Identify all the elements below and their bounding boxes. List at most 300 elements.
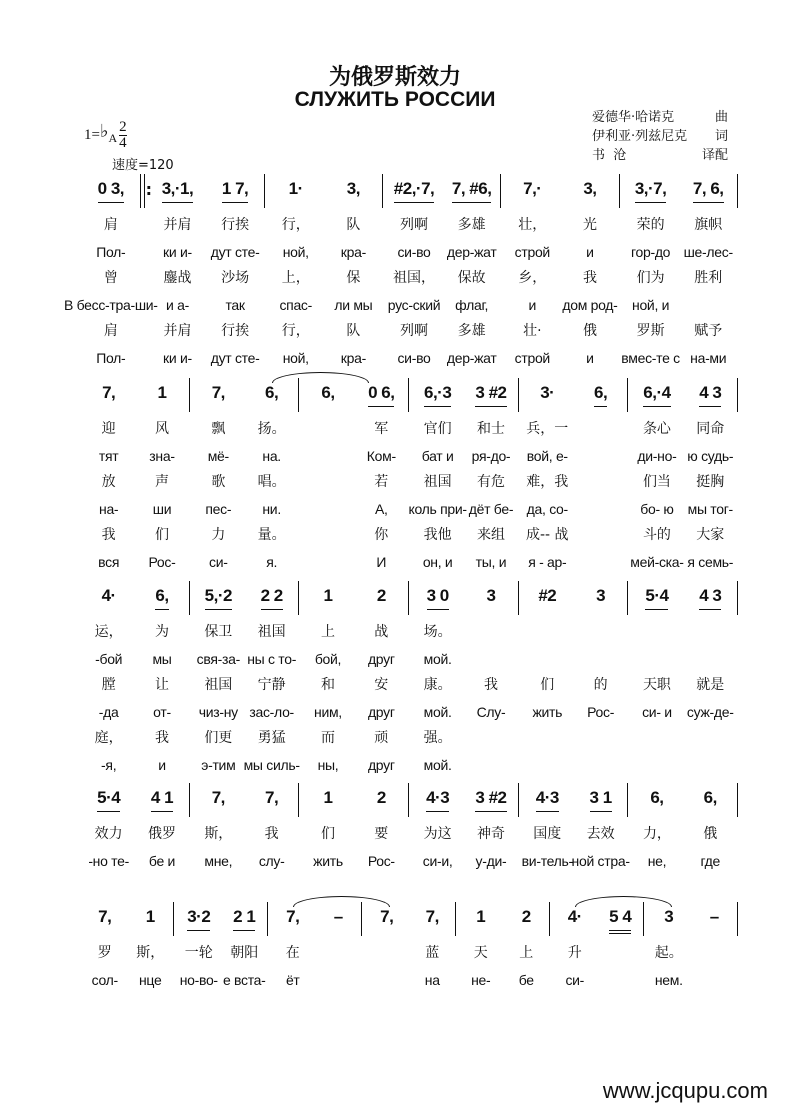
lyric-russian: мой. [423,650,452,667]
lyric-chinese: 上 [519,945,534,961]
note-group: 7, 6, [693,178,724,203]
beat-column [270,906,316,993]
note-cell [424,382,451,416]
note-group: 2 [521,907,531,926]
lyric-chinese: 们为 [636,270,665,286]
lyric-russian: сол- [91,971,118,988]
lyric-russian: си-во [397,243,431,260]
note-cell [426,787,449,821]
note-group: 5 4 [609,906,631,934]
lyric-russian: он, и [422,553,453,570]
beat-column [679,178,737,371]
lyric-russian: ли мы [334,296,373,313]
note-cell [323,585,332,619]
lyric-russian: дут сте- [210,243,260,260]
lyric-russian: дер-жат [446,349,497,366]
note-cell [650,787,663,821]
lyric-chinese: 去效 [586,826,615,842]
note-cell [233,906,255,940]
note-cell [98,178,124,212]
lyric-russian: дут сте- [210,349,260,366]
credit-translator [592,146,728,165]
beat-column [503,178,561,371]
beat-column [411,585,464,778]
lyric-chinese: 歌 [211,474,226,490]
note-cell [368,382,394,416]
lyric-russian: си-во [397,349,431,366]
lyric-russian: ви-тель- [521,852,573,869]
note-group: 4 3 [699,585,721,610]
lyric-russian: мы силь- [243,756,300,773]
note-group: 1 [323,788,333,807]
barline [737,783,740,817]
lyric-chinese: 起。 [654,945,683,961]
beat-column [692,906,738,993]
lyric-chinese: 乡， [518,270,547,286]
note-group: 5·4 [645,585,668,610]
note-cell [568,906,582,940]
lyric-chinese: 俄罗 [147,826,176,842]
lyric-chinese: 同命 [696,421,725,437]
lyric-chinese: 神奇 [476,826,505,842]
note-cell [475,382,506,416]
note-group: 7, [211,383,225,402]
note-group: 3 [664,907,674,926]
lyric-russian: мы тог- [687,500,733,517]
lyric-chinese: 壮· [523,323,542,339]
lyric-chinese: 就是 [696,677,725,693]
note-cell [158,382,167,416]
beat-column [63,178,158,371]
credit-role: 词 [714,129,728,144]
lyric-chinese: 罗斯 [636,323,665,339]
beat-column [574,382,627,575]
lyric-chinese: 斯， [136,945,165,961]
lyric-chinese: 我他 [423,527,452,543]
lyric-chinese: 为 [154,624,169,640]
lyric-russian: и а- [165,296,189,313]
lyric-chinese: 康。 [423,677,452,693]
note-cell [98,906,111,940]
lyric-chinese: 和 [320,677,335,693]
lyric-russian: Слу- [476,703,506,720]
lyric-russian: вой, е- [526,447,568,464]
lyric-russian: ны, [317,756,339,773]
beat-column [521,382,574,575]
lyric-russian: флаг, [455,296,489,313]
note-group: #2,·7, [394,178,434,203]
lyric-russian: мё- [207,447,229,464]
lyric-chinese: 若 [374,474,389,490]
lyric-russian: си- [209,553,228,570]
lyric-chinese: 力， [642,826,671,842]
beat-column [552,906,598,993]
flat-sign: ♭ [99,121,109,141]
lyric-russian: строй [514,243,550,260]
note-group: 4·3 [426,787,449,812]
barline [737,902,740,936]
barline [737,378,740,412]
lyric-chinese: 放 [101,474,116,490]
lyric-russian: и [158,756,166,773]
note-group: 3 #2 [475,382,506,407]
lyric-russian: на. [262,447,281,464]
note-cell [102,382,115,416]
lyric-chinese: 我 [582,270,597,286]
lyric-russian: нем. [654,971,683,988]
note-group: 4· [567,907,582,926]
lyric-chinese: 官们 [423,421,452,437]
lyric-russian: где [700,852,721,869]
note-group: 1 [476,907,486,926]
beat-column [192,585,245,778]
lyric-russian: мы [152,650,172,667]
lyric-russian: ной, и [632,296,670,313]
note-group: 6, [265,383,279,402]
beat-column [301,382,354,575]
lyric-chinese: 场。 [423,624,452,640]
lyric-russian: гор-до [630,243,671,260]
lyric-russian: на- [99,500,119,517]
note-cell [187,906,210,940]
lyric-chinese: 俄 [582,323,597,339]
note-cell [427,585,449,619]
repeat-start-barline [140,174,149,208]
beat-column [571,787,630,874]
lyric-russian: рус-ский [387,296,441,313]
note-group: 3 [596,586,606,605]
lyric-russian: -я, [101,756,117,773]
note-cell [609,906,631,940]
note-cell [265,787,278,821]
time-signature [119,120,127,151]
beat-column [411,787,464,874]
lyric-chinese: 上 [320,624,335,640]
note-cell [205,585,232,619]
note-group: 3, [346,179,360,198]
note-cell [523,178,541,212]
lyric-chinese: 们 [154,527,169,543]
note-group: – [709,907,719,926]
lyric-chinese: 军 [374,421,389,437]
beat-column [82,382,135,575]
lyric-chinese: 祖国， [393,270,436,286]
note-group: 6, [155,585,168,610]
lyric-chinese: 成-- 战 [526,527,569,543]
lyric-chinese: 斯， [204,826,233,842]
lyric-chinese: 效力 [94,826,123,842]
lyric-chinese: 条心 [642,421,671,437]
lyric-chinese: 我 [101,527,116,543]
note-group: 2 [376,586,386,605]
lyric-russian: бо- ю [640,500,674,517]
note-group: 1· [288,179,303,198]
lyric-russian: Пол- [96,349,126,366]
key-note: A [108,131,118,145]
lyric-russian: от- [153,703,171,720]
score-system [82,787,740,874]
beat-column [149,178,207,371]
lyric-russian: да, со- [526,500,568,517]
credit-lyricist [592,127,728,146]
lyric-russian: ши [152,500,172,517]
beat-column [206,178,264,371]
note-cell [704,787,717,821]
lyric-russian: ря-до- [471,447,511,464]
beat-column [128,906,174,993]
note-cell [97,787,120,821]
lyric-russian: бой, [314,650,342,667]
lyric-chinese: 并肩 [163,217,192,233]
note-group: 6, [650,788,664,807]
lyric-russian: я - ар- [528,553,567,570]
note-group: 2 1 [233,906,255,931]
lyric-chinese: 顽 [374,730,389,746]
lyric-chinese: 斗的 [642,527,671,543]
lyric-russian: не- [471,971,491,988]
note-cell [486,585,495,619]
lyric-chinese: 队 [346,323,361,339]
lyric-chinese: 祖国 [204,677,233,693]
lyric-chinese: 来组 [476,527,505,543]
lyric-russian: у-ди- [475,852,507,869]
note-group: 3 1 [590,787,612,812]
note-cell [286,906,299,940]
lyric-russian: пес- [205,500,232,517]
lyric-russian: ты, и [475,553,507,570]
score-system [82,382,740,575]
lyric-russian: бе [518,971,534,988]
note-group: 1 [145,907,155,926]
lyric-russian: коль при- [408,500,467,517]
note-group: 1 [323,586,333,605]
note-group: 7, [102,383,116,402]
lyric-russian: дом род- [562,296,618,313]
lyric-russian: В бесс-тра-ши- [63,296,158,313]
lyric-russian: не, [647,852,667,869]
lyric-chinese: 难，我 [526,474,569,490]
note-cell [522,906,531,940]
lyric-chinese: 力 [211,527,226,543]
lyric-russian: си- и [642,703,672,720]
beat-column [684,382,737,575]
beat-column [245,585,298,778]
lyric-russian: Рос- [367,852,395,869]
score-system [82,906,740,993]
lyric-chinese: 壮， [518,217,547,233]
lyric-chinese: 我 [264,826,279,842]
beat-column [192,382,245,575]
lyric-chinese: 队 [346,217,361,233]
beat-column [82,787,135,874]
beat-column [646,906,692,993]
lyric-russian: строй [514,349,550,366]
lyric-chinese: 行， [281,323,310,339]
note-cell [321,382,334,416]
lyric-chinese: 安 [374,677,389,693]
beat-column [408,382,467,575]
lyric-chinese: 旗帜 [694,217,723,233]
note-cell [377,585,386,619]
lyric-russian: ним, [314,703,342,720]
barline [737,581,740,615]
beat-column [355,382,408,575]
lyric-russian: бат и [421,447,454,464]
beat-column [82,585,135,778]
lyric-russian: Ком- [366,447,396,464]
note-cell [377,787,386,821]
beat-column [82,906,128,993]
lyric-chinese: 肩 [103,217,118,233]
note-cell [265,382,278,416]
lyric-russian: тят [98,447,119,464]
beat-column [222,906,268,993]
note-group: 7, [286,907,300,926]
note-group: 3·2 [187,906,210,931]
lyric-chinese: 兵，一 [526,421,569,437]
lyric-russian: ёт [285,971,300,988]
lyric-russian: на-ми [690,349,727,366]
score-system [63,178,740,371]
lyric-russian: зна- [149,447,175,464]
beat-column [504,906,550,993]
note-cell [475,787,506,821]
lyric-chinese: 风 [154,421,169,437]
lyric-russian: ки и- [163,349,192,366]
lyric-chinese: 罗 [97,945,112,961]
lyric-chinese: 一轮 [184,945,213,961]
lyric-russian: ни. [262,500,281,517]
site-watermark: www.jcqupu.com [602,1078,768,1103]
tie-arc [272,372,369,383]
credit-composer [592,108,728,127]
lyric-russian: дёт бе- [468,500,514,517]
credits [592,108,728,165]
lyric-russian: и [528,296,537,313]
lyric-chinese: 让 [154,677,169,693]
lyric-chinese: 们当 [642,474,671,490]
key-signature [84,120,127,151]
note-cell [222,178,248,212]
credit-name: 爱德华·哈诺克 [592,110,675,125]
note-cell [452,178,492,212]
lyric-chinese: 列啊 [400,323,429,339]
note-cell [151,787,173,821]
lyric-chinese: 保故 [457,270,486,286]
lyric-russian: мей-ска- [630,553,684,570]
note-group: 5,·2 [205,585,232,610]
note-cell [155,585,168,619]
lyric-chinese: 在 [285,945,300,961]
note-cell [538,585,556,619]
beat-column [135,382,188,575]
note-cell [583,178,596,212]
lyric-chinese: 朝阳 [230,945,259,961]
lyric-chinese: 国度 [533,826,562,842]
beat-column [630,382,683,575]
barline [737,174,740,208]
lyric-chinese: 行挨 [221,323,250,339]
beat-column [316,906,362,993]
title-russian: СЛУЖИТЬ РОССИИ [294,88,496,111]
note-group: 6, [703,788,717,807]
note-cell [347,178,360,212]
note-group: 3,·1, [162,178,194,203]
beat-column [458,906,504,993]
credit-name: 伊利亚·列兹尼克 [592,129,688,144]
note-group: 7, [425,907,439,926]
beat-column [301,585,354,778]
lyric-russian: бе и [148,852,176,869]
lyric-russian: жить [532,703,563,720]
beat-column [385,178,443,371]
lyric-chinese: 声 [154,474,169,490]
lyric-chinese: 列啊 [400,217,429,233]
note-group: 1 [157,383,167,402]
lyric-russian: Рос- [148,553,176,570]
beat-column [192,787,245,874]
note-group: 3 #2 [475,787,506,812]
lyric-chinese: 而 [320,730,335,746]
beat-column [355,787,408,874]
note-cell [536,787,559,821]
beat-column [684,585,737,778]
lyric-russian: и [586,243,594,260]
lyric-russian: кра- [340,349,366,366]
beat-column [325,178,383,371]
note-group: 4 1 [151,787,173,812]
lyric-chinese: 唱。 [257,474,286,490]
lyric-chinese: 肩 [103,323,118,339]
lyric-chinese: 光 [582,217,597,233]
lyric-russian: -но те- [88,852,129,869]
lyric-chinese: 要 [374,826,389,842]
lyric-russian: А, [374,500,388,517]
credit-role: 译配 [701,148,728,163]
note-group: 6,·4 [643,382,670,407]
lyric-russian: друг [367,650,395,667]
lyric-russian: Рос- [587,703,615,720]
lyric-russian: ше-лес- [683,243,733,260]
lyric-chinese: 沙场 [221,270,250,286]
note-group: 3, [583,179,597,198]
beat-column [561,178,619,371]
lyric-chinese: 保 [346,270,361,286]
lyric-russian: ки и- [163,243,192,260]
lyric-chinese: 强。 [423,730,452,746]
lyric-chinese: 们更 [204,730,233,746]
lyric-chinese: 赋予 [694,323,723,339]
lyric-chinese: 行， [281,217,310,233]
beat-column [630,787,683,874]
lyric-chinese: 迎 [101,421,116,437]
note-cell [102,585,116,619]
credit-name: 书 沧 [592,148,627,163]
note-group: 2 2 [261,585,283,610]
lyric-chinese: 并肩 [163,323,192,339]
beat-column [176,906,222,993]
lyric-chinese: 蓝 [425,945,440,961]
lyric-russian: кра- [340,243,366,260]
lyric-chinese: 俄 [703,826,718,842]
lyric-russian: ной стра- [571,852,630,869]
note-group: 7, [380,907,394,926]
lyric-chinese: 你 [374,527,389,543]
note-cell [426,906,439,940]
note-cell [643,382,670,416]
lyric-russian: друг [367,703,395,720]
time-top: 2 [119,119,127,135]
